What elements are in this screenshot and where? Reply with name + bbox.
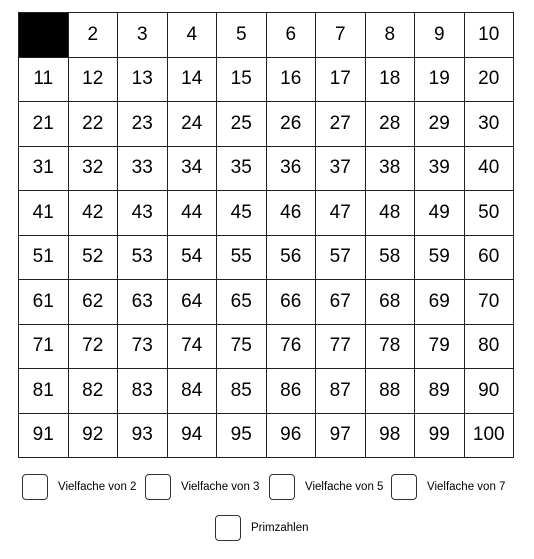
grid-cell[interactable]: 52 <box>69 236 119 281</box>
grid-cell[interactable]: 91 <box>19 414 69 459</box>
grid-cell[interactable]: 84 <box>168 369 218 414</box>
grid-cell[interactable]: 89 <box>415 369 465 414</box>
grid-cell[interactable]: 62 <box>69 280 119 325</box>
grid-cell[interactable]: 8 <box>366 13 416 58</box>
grid-cell[interactable]: 24 <box>168 102 218 147</box>
checkbox-box[interactable] <box>269 474 295 500</box>
grid-cell[interactable]: 21 <box>19 102 69 147</box>
grid-cell[interactable]: 72 <box>69 325 119 370</box>
grid-cell[interactable]: 65 <box>217 280 267 325</box>
grid-cell[interactable]: 87 <box>316 369 366 414</box>
grid-cell[interactable]: 13 <box>118 58 168 103</box>
grid-cell[interactable]: 95 <box>217 414 267 459</box>
grid-cell[interactable]: 11 <box>19 58 69 103</box>
checkbox-label: Primzahlen <box>251 522 309 534</box>
grid-cell[interactable]: 94 <box>168 414 218 459</box>
grid-cell[interactable]: 69 <box>415 280 465 325</box>
hundred-number-grid <box>18 12 514 458</box>
grid-cell[interactable]: 16 <box>267 58 317 103</box>
grid-cell[interactable]: 86 <box>267 369 317 414</box>
grid-cell[interactable]: 3 <box>118 13 168 58</box>
checkbox-multiples-of-3[interactable] <box>145 474 259 500</box>
grid-cell[interactable]: 83 <box>118 369 168 414</box>
grid-cell[interactable]: 20 <box>465 58 515 103</box>
grid-cell[interactable]: 43 <box>118 191 168 236</box>
grid-cell[interactable]: 15 <box>217 58 267 103</box>
grid-cell[interactable]: 54 <box>168 236 218 281</box>
grid-cell[interactable]: 30 <box>465 102 515 147</box>
grid-cell[interactable]: 34 <box>168 147 218 192</box>
grid-cell[interactable]: 77 <box>316 325 366 370</box>
grid-cell[interactable]: 99 <box>415 414 465 459</box>
grid-cell[interactable]: 75 <box>217 325 267 370</box>
grid-cell[interactable]: 41 <box>19 191 69 236</box>
grid-cell[interactable]: 18 <box>366 58 416 103</box>
grid-cell[interactable]: 19 <box>415 58 465 103</box>
grid-cell[interactable]: 9 <box>415 13 465 58</box>
checkbox-label: Vielfache von 2 <box>58 481 137 493</box>
grid-cell[interactable]: 92 <box>69 414 119 459</box>
checkbox-multiples-of-2[interactable] <box>22 474 136 500</box>
grid-cell[interactable]: 25 <box>217 102 267 147</box>
grid-cell[interactable]: 56 <box>267 236 317 281</box>
checkbox-label: Vielfache von 5 <box>305 481 384 493</box>
grid-cell[interactable]: 82 <box>69 369 119 414</box>
grid-cell[interactable]: 37 <box>316 147 366 192</box>
checkbox-box[interactable] <box>145 474 171 500</box>
grid-cell[interactable]: 5 <box>217 13 267 58</box>
grid-cell[interactable]: 49 <box>415 191 465 236</box>
grid-cell[interactable]: 23 <box>118 102 168 147</box>
grid-cell[interactable]: 85 <box>217 369 267 414</box>
grid-cell[interactable]: 100 <box>465 414 515 459</box>
grid-cell[interactable]: 73 <box>118 325 168 370</box>
grid-cell[interactable]: 6 <box>267 13 317 58</box>
checkbox-label: Vielfache von 3 <box>181 481 260 493</box>
grid-cell[interactable]: 12 <box>69 58 119 103</box>
grid-cell[interactable]: 35 <box>217 147 267 192</box>
grid-cell[interactable]: 26 <box>267 102 317 147</box>
grid-cell[interactable]: 60 <box>465 236 515 281</box>
grid-cell[interactable]: 2 <box>69 13 119 58</box>
grid-cell[interactable]: 31 <box>19 147 69 192</box>
grid-cell[interactable]: 98 <box>366 414 416 459</box>
checkbox-box[interactable] <box>391 474 417 500</box>
grid-cell[interactable]: 61 <box>19 280 69 325</box>
grid-cell[interactable]: 47 <box>316 191 366 236</box>
grid-cell[interactable]: 29 <box>415 102 465 147</box>
grid-cell[interactable]: 45 <box>217 191 267 236</box>
grid-cell[interactable]: 97 <box>316 414 366 459</box>
grid-cell[interactable]: 28 <box>366 102 416 147</box>
grid-cell[interactable]: 38 <box>366 147 416 192</box>
grid-cell[interactable]: 58 <box>366 236 416 281</box>
grid-cell[interactable]: 59 <box>415 236 465 281</box>
grid-cell[interactable]: 70 <box>465 280 515 325</box>
grid-cell[interactable]: 48 <box>366 191 416 236</box>
grid-cell[interactable]: 33 <box>118 147 168 192</box>
grid-cell[interactable]: 42 <box>69 191 119 236</box>
grid-cell[interactable]: 78 <box>366 325 416 370</box>
grid-cell[interactable]: 63 <box>118 280 168 325</box>
grid-cell[interactable]: 53 <box>118 236 168 281</box>
grid-cell[interactable]: 64 <box>168 280 218 325</box>
grid-cell[interactable]: 22 <box>69 102 119 147</box>
grid-cell[interactable]: 55 <box>217 236 267 281</box>
grid-cell[interactable]: 88 <box>366 369 416 414</box>
grid-cell[interactable]: 80 <box>465 325 515 370</box>
grid-cell[interactable]: 50 <box>465 191 515 236</box>
grid-cell[interactable]: 32 <box>69 147 119 192</box>
checkbox-multiples-of-7[interactable] <box>391 474 505 500</box>
grid-cell[interactable]: 51 <box>19 236 69 281</box>
grid-cell[interactable]: 71 <box>19 325 69 370</box>
grid-cell[interactable]: 93 <box>118 414 168 459</box>
checkbox-box[interactable] <box>215 515 241 541</box>
checkbox-label: Vielfache von 7 <box>427 481 506 493</box>
grid-cell[interactable]: 79 <box>415 325 465 370</box>
grid-cell[interactable]: 81 <box>19 369 69 414</box>
grid-cell-blocked <box>19 13 69 58</box>
grid-cell[interactable]: 67 <box>316 280 366 325</box>
grid-cell[interactable]: 7 <box>316 13 366 58</box>
grid-cell[interactable]: 39 <box>415 147 465 192</box>
checkbox-primes[interactable] <box>215 515 309 541</box>
grid-cell[interactable]: 40 <box>465 147 515 192</box>
grid-cell[interactable]: 90 <box>465 369 515 414</box>
grid-cell[interactable]: 74 <box>168 325 218 370</box>
grid-cell[interactable]: 66 <box>267 280 317 325</box>
grid-cell[interactable]: 96 <box>267 414 317 459</box>
grid-cell[interactable]: 44 <box>168 191 218 236</box>
grid-cell[interactable]: 10 <box>465 13 515 58</box>
checkbox-box[interactable] <box>22 474 48 500</box>
grid-cell[interactable]: 4 <box>168 13 218 58</box>
grid-cell[interactable]: 27 <box>316 102 366 147</box>
checkbox-multiples-of-5[interactable] <box>269 474 383 500</box>
grid-cell[interactable]: 14 <box>168 58 218 103</box>
grid-cell[interactable]: 36 <box>267 147 317 192</box>
grid-cell[interactable]: 76 <box>267 325 317 370</box>
grid-cell[interactable]: 57 <box>316 236 366 281</box>
grid-cell[interactable]: 17 <box>316 58 366 103</box>
grid-cell[interactable]: 46 <box>267 191 317 236</box>
grid-cell[interactable]: 68 <box>366 280 416 325</box>
